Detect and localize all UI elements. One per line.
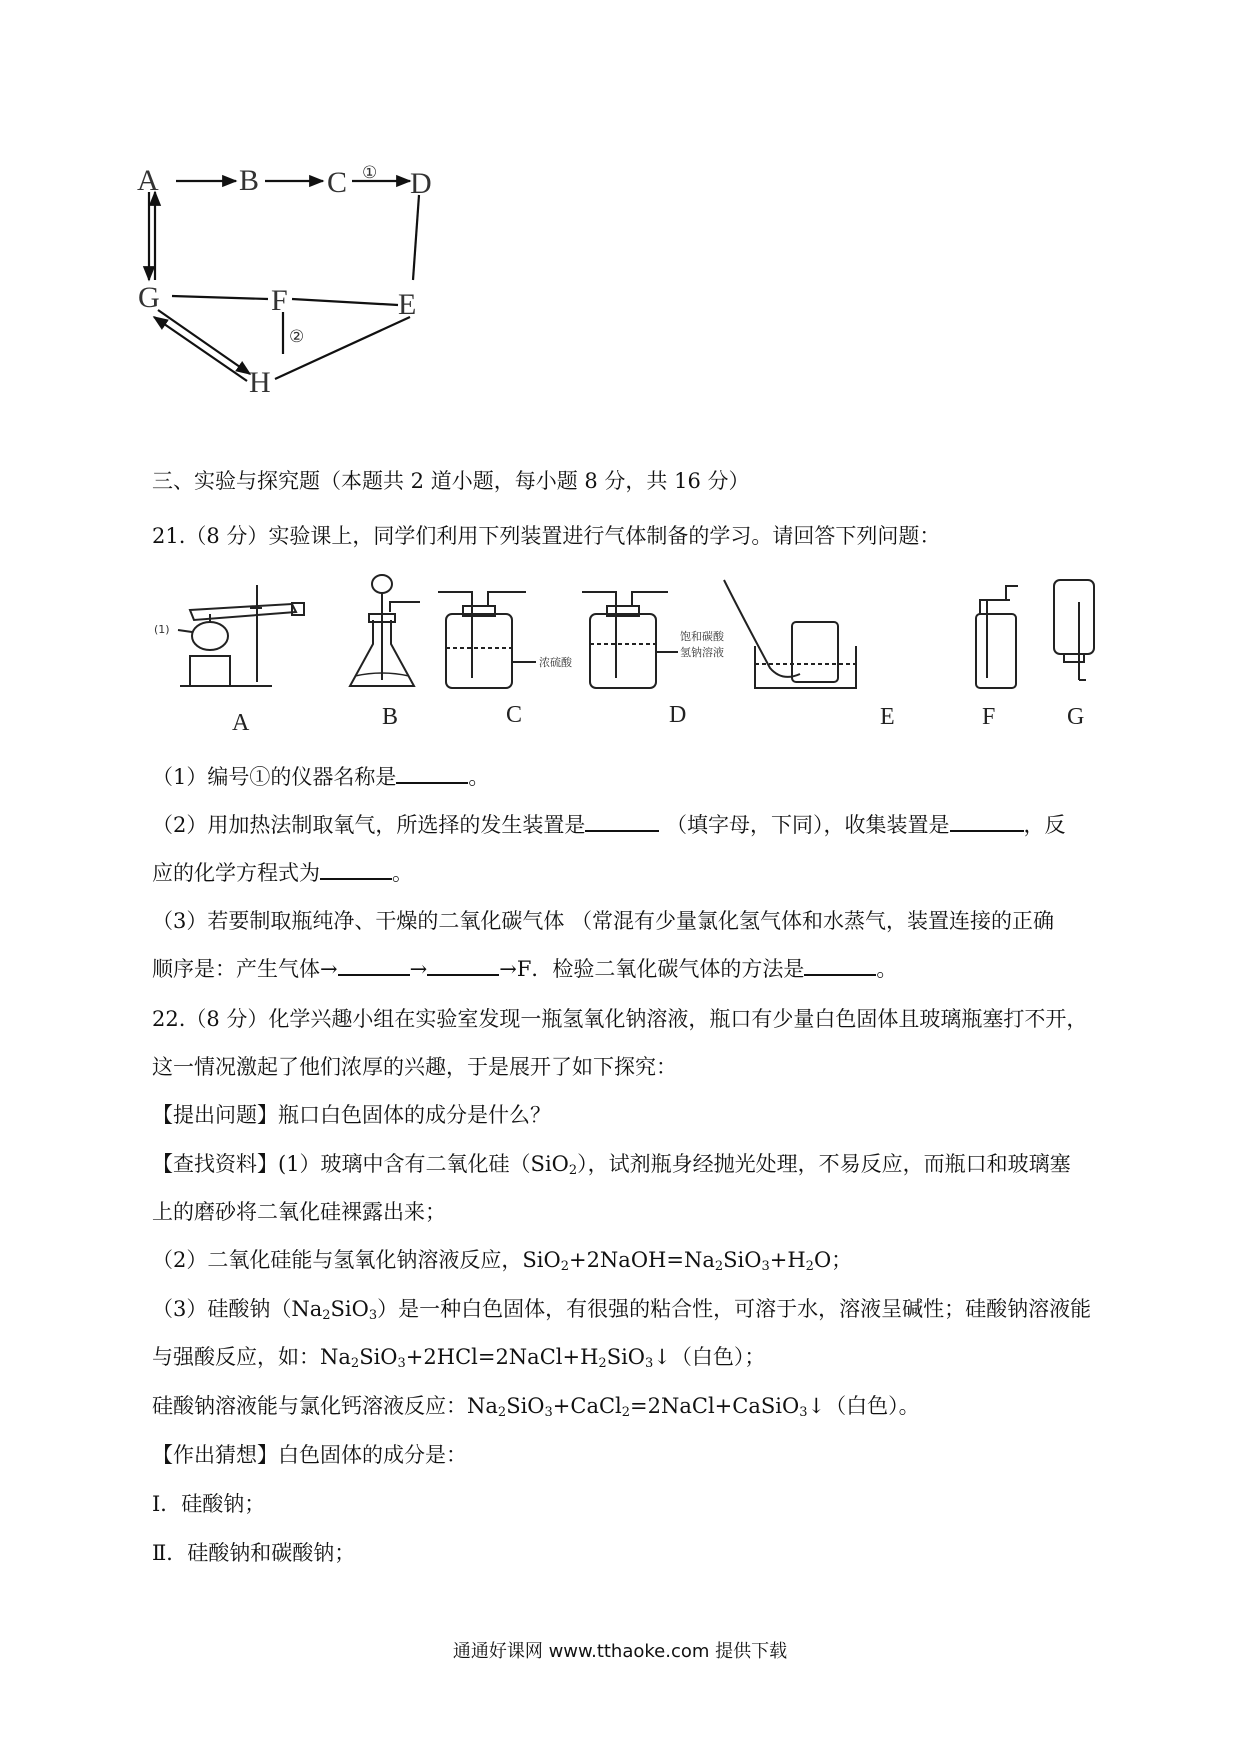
arrow-h-g (154, 317, 247, 381)
q22-info-text: ），试剂瓶身经抛光处理，不易反应，而瓶口和玻璃塞 (577, 1152, 1071, 1176)
arrow-g-h (158, 310, 250, 374)
q22-info-text: （3）硅酸钠（Na (152, 1297, 323, 1321)
apparatus-c-note: 浓硫酸 (539, 656, 572, 669)
apparatus-g (1054, 580, 1094, 680)
apparatus-label-c: C (506, 702, 523, 728)
node-a: A (137, 164, 159, 197)
q22-info-text: O； (813, 1248, 853, 1272)
apparatus-label-f: F (982, 704, 996, 730)
apparatus-label-b: B (382, 704, 399, 730)
q22-info-text: =2NaCl+CaSiO (630, 1394, 800, 1418)
apparatus-d (582, 592, 678, 688)
reaction-diagram (137, 150, 460, 400)
q22-guess-1: Ⅰ．硅酸钠； (152, 1492, 266, 1516)
apparatus-f (976, 586, 1018, 688)
q21-part-3-text-b: 顺序是：产生气体→ (152, 957, 338, 981)
q21-part-3-line-1: （3）若要制取瓶纯净、干燥的二氧化碳气体 （常混有少量氯化氢气体和水蒸气，装置连接的正确 (152, 909, 1055, 933)
answer-blank (396, 762, 468, 784)
q21-part-2-text-a: （2）用加热法制取氧气，所选择的发生装置是 (152, 813, 586, 837)
q21-part-3-text-d: →F．检验二氧化碳气体的方法是 (499, 957, 805, 981)
apparatus-e (724, 580, 856, 688)
node-b: B (239, 164, 260, 197)
subscript: 2 (568, 1163, 578, 1178)
q22-info-text: （2）二氧化硅能与氢氧化钠溶液反应，SiO (152, 1248, 561, 1272)
node-h: H (249, 366, 271, 399)
subscript: 2 (560, 1259, 569, 1274)
reaction-mark-2: ② (289, 327, 305, 347)
q22-info-text: +H (769, 1248, 806, 1272)
q22-question: 【提出问题】瓶口白色固体的成分是什么？ (152, 1103, 551, 1127)
q22-info-text: +2HCl=2NaCl+H (405, 1345, 599, 1369)
subscript: 2 (598, 1356, 607, 1371)
q22-info-text: SiO (506, 1394, 545, 1418)
apparatus-c (438, 592, 536, 688)
q22-info-text: 与强酸反应，如：Na (152, 1345, 351, 1369)
q22-info-4 (152, 1391, 920, 1428)
q21-part-2-text-b: （填字母，下同），收集装置是 (666, 813, 950, 837)
q22-info-text: SiO (330, 1297, 369, 1321)
q22-info-2 (152, 1245, 852, 1282)
q22-info-text: +CaCl (552, 1394, 622, 1418)
q22-info-text: ↓（白色）； (653, 1345, 766, 1369)
line-f-e (292, 299, 398, 305)
subscript: 2 (350, 1356, 360, 1371)
line-d-e (413, 195, 419, 280)
apparatus-label-d: D (669, 702, 687, 728)
answer-blank (950, 810, 1024, 832)
node-e: E (398, 288, 417, 321)
q22-info-1-line-1 (152, 1149, 1071, 1186)
apparatus-label-a: A (232, 710, 250, 736)
apparatus-a (178, 585, 304, 686)
q22-intro-line-2: 这一情况激起了他们浓厚的兴趣，于是展开了如下探究： (152, 1055, 677, 1079)
node-f: F (271, 284, 288, 317)
subscript: 3 (799, 1405, 808, 1420)
q22-info-1-line-2: 上的磨砂将二氧化硅裸露出来； (152, 1200, 446, 1224)
subscript: 3 (397, 1356, 406, 1371)
reaction-mark-1: ① (362, 163, 378, 183)
answer-blank (804, 954, 876, 976)
apparatus-d-note-1: 饱和碳酸 (680, 630, 724, 643)
q22-guess-heading: 【作出猜想】白色固体的成分是： (152, 1443, 467, 1467)
page-footer: 通通好课网 www.tthaoke.com 提供下载 (452, 1641, 788, 1662)
q22-info-text: SiO (606, 1345, 646, 1369)
answer-blank (427, 954, 499, 976)
node-g: G (138, 281, 160, 314)
q21-part-3-text-e: 。 (876, 957, 898, 981)
section-3-heading: 三、实验与探究题（本题共 2 道小题，每小题 8 分，共 16 分） (152, 469, 750, 493)
q22-intro-line-1: 22.（8 分）化学兴趣小组在实验室发现一瓶氢氧化钠溶液，瓶口有少量白色固体且玻璃瓶塞打不开， (152, 1007, 1088, 1031)
subscript: 3 (761, 1259, 770, 1274)
subscript: 2 (322, 1308, 331, 1323)
q22-info-text: ）是一种白色固体，有很强的粘合性，可溶于水，溶液呈碱性；硅酸钠溶液能 (377, 1297, 1092, 1321)
subscript: 3 (544, 1405, 553, 1420)
subscript: 2 (805, 1259, 814, 1274)
q22-info-text: ↓（白色）。 (807, 1394, 920, 1418)
q21-part-1-text: （1）编号①的仪器名称是 (152, 765, 397, 789)
apparatus-b (350, 575, 420, 686)
node-c: C (327, 166, 348, 199)
q21-intro: 21.（8 分）实验课上，同学们利用下列装置进行气体制备的学习。请回答下列问题： (152, 524, 941, 548)
q21-part-1-end: 。 (468, 765, 490, 789)
subscript: 2 (714, 1259, 724, 1274)
line-g-f (172, 296, 268, 299)
q21-part-2-line-2 (152, 858, 413, 888)
q22-info-text: SiO (723, 1248, 762, 1272)
apparatus-d-note-2: 氢钠溶液 (680, 646, 724, 659)
q22-info-3-line-1 (152, 1294, 1091, 1331)
q21-part-2-text-e: 。 (392, 861, 413, 885)
subscript: 3 (368, 1308, 378, 1323)
apparatus-a-mark: (1) (154, 623, 170, 636)
subscript: 2 (621, 1405, 631, 1420)
answer-blank (585, 810, 659, 832)
q22-guess-2: Ⅱ．硅酸钠和碳酸钠； (152, 1541, 356, 1565)
q22-info-text: SiO (359, 1345, 398, 1369)
node-d: D (410, 167, 432, 200)
subscript: 2 (497, 1405, 507, 1420)
apparatus-label-g: G (1067, 704, 1085, 730)
q22-info-text: 硅酸钠溶液能与氯化钙溶液反应：Na (152, 1394, 498, 1418)
q21-part-2-line-1 (152, 810, 1066, 840)
q21-part-2-text-c: ，反 (1023, 813, 1066, 837)
answer-blank (338, 954, 410, 976)
answer-blank (320, 858, 392, 880)
q21-part-3-text-c: → (409, 957, 428, 981)
q22-info-text: +2NaOH=Na (568, 1248, 715, 1272)
subscript: 3 (645, 1356, 654, 1371)
q21-part-2-text-d: 应的化学方程式为 (152, 861, 320, 885)
apparatus-figure (150, 572, 1120, 737)
q21-part-3-line-2 (152, 954, 897, 984)
q21-part-1 (152, 762, 489, 792)
q22-info-text: 【查找资料】(1）玻璃中含有二氧化硅（SiO (152, 1152, 569, 1176)
apparatus-label-e: E (880, 704, 895, 730)
q22-info-3-line-2 (152, 1342, 765, 1379)
